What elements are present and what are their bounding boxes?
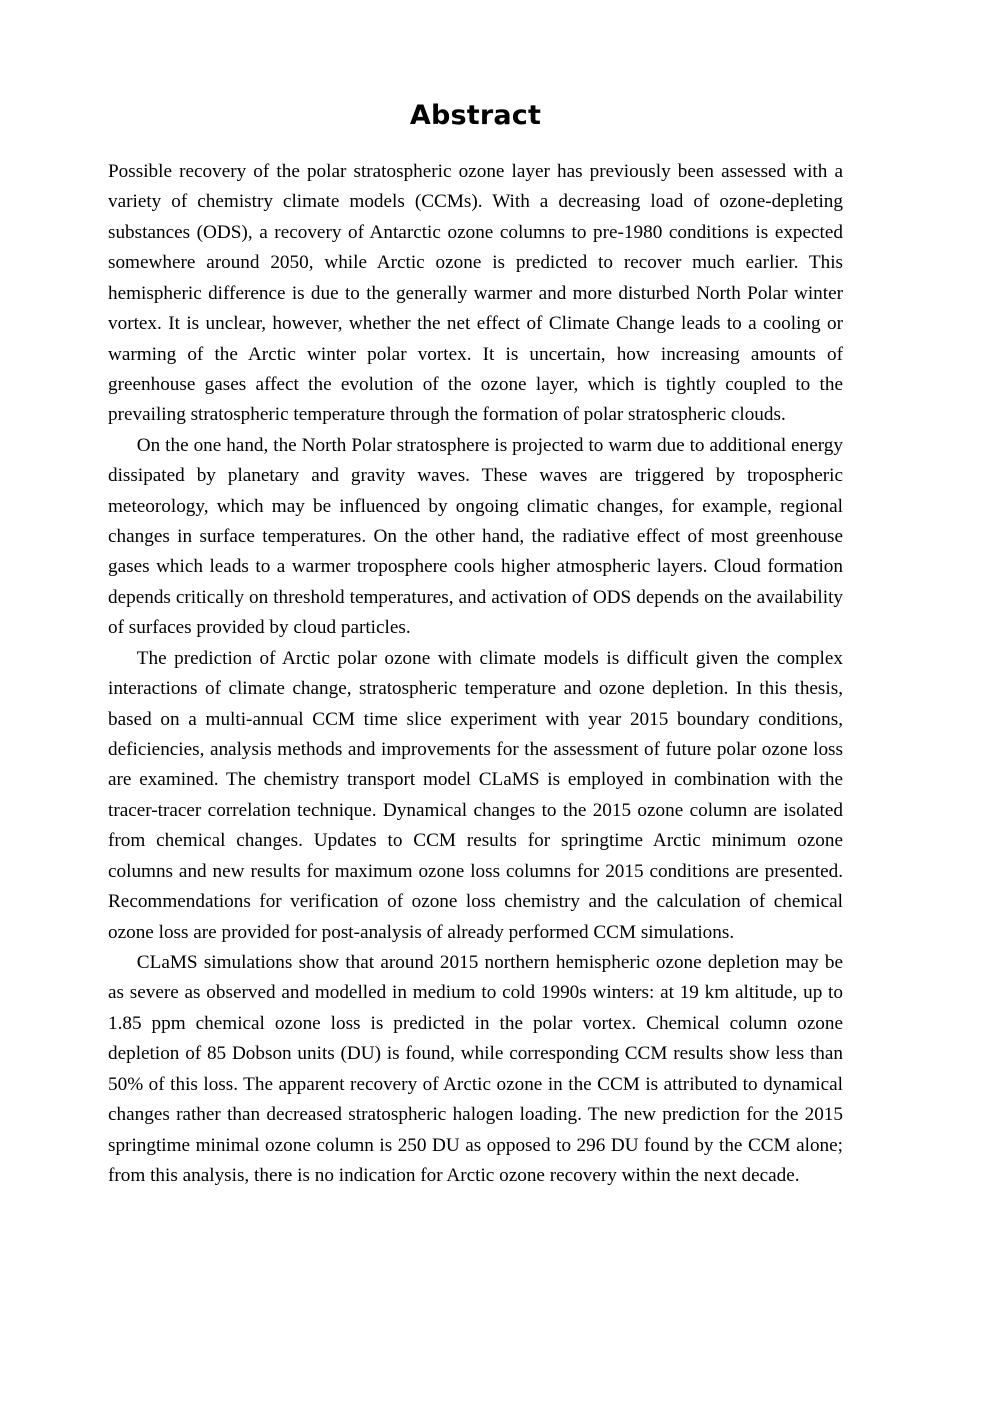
abstract-paragraph-2: On the one hand, the North Polar stratosphere is projected to warm due to additional energy dissipated by planetary and gravity waves. These waves are triggered by tropospheric meteorology, which may be influenced by ongoing climatic changes, for example, regional changes in surface temperatures. On the other hand, the radiative effect of most greenhouse gases which leads to a warmer troposphere cools higher atmospheric layers. Cloud formation depends critically on threshold temperatures, and activation of ODS depends on the availability of surfaces provided by cloud particles. xyxy=(108,434,843,639)
abstract-section xyxy=(108,100,843,1191)
abstract-paragraph-1: Possible recovery of the polar stratospheric ozone layer has previously been assessed with a variety of chemistry climate models (CCMs). With a decreasing load of ozone-depleting substances (ODS), a recovery of Antarctic ozone columns to pre-1980 conditions is expected somewhere around 2050, while Arctic ozone is predicted to recover much earlier. This hemispheric difference is due to the generally warmer and more disturbed North Polar winter vortex. It is unclear, however, whether the net effect of Climate Change leads to a cooling or warming of the Arctic winter polar vortex. It is uncertain, how increasing amounts of greenhouse gases affect the evolution of the ozone layer, which is tightly coupled to the prevailing stratospheric temperature through the formation of polar stratospheric clouds. xyxy=(108,161,843,426)
abstract-paragraph-3: The prediction of Arctic polar ozone with climate models is difficult given the complex interactions of climate change, stratospheric temperature and ozone depletion. In this thesis, based on a multi-annual CCM time slice experiment with year 2015 boundary conditions, deficiencies, analysis methods and improvements for the assessment of future polar ozone loss are examined. The chemistry transport model CLaMS is employed in combination with the tracer-tracer correlation technique. Dynamical changes to the 2015 ozone column are isolated from chemical changes. Updates to CCM results for springtime Arctic minimum ozone columns and new results for maximum ozone loss columns for 2015 conditions are presented. Recommendations for verification of ozone loss chemistry and the calculation of chemical ozone loss are provided for post-analysis of already performed CCM simulations. xyxy=(108,647,843,943)
abstract-paragraph-4: CLaMS simulations show that around 2015 northern hemispheric ozone depletion may be as severe as observed and modelled in medium to cold 1990s winters: at 19 km altitude, up to 1.85 ppm chemical ozone loss is predicted in the polar vortex. Chemical column ozone depletion of 85 Dobson units (DU) is found, while corresponding CCM results show less than 50% of this loss. The apparent recovery of Arctic ozone in the CCM is attributed to dynamical changes rather than decreased stratospheric halogen loading. The new prediction for the 2015 springtime minimal ozone column is 250 DU as opposed to 296 DU found by the CCM alone; from this analysis, there is no indication for Arctic ozone recovery within the next decade. xyxy=(108,951,843,1186)
page-title: Abstract xyxy=(409,100,542,131)
